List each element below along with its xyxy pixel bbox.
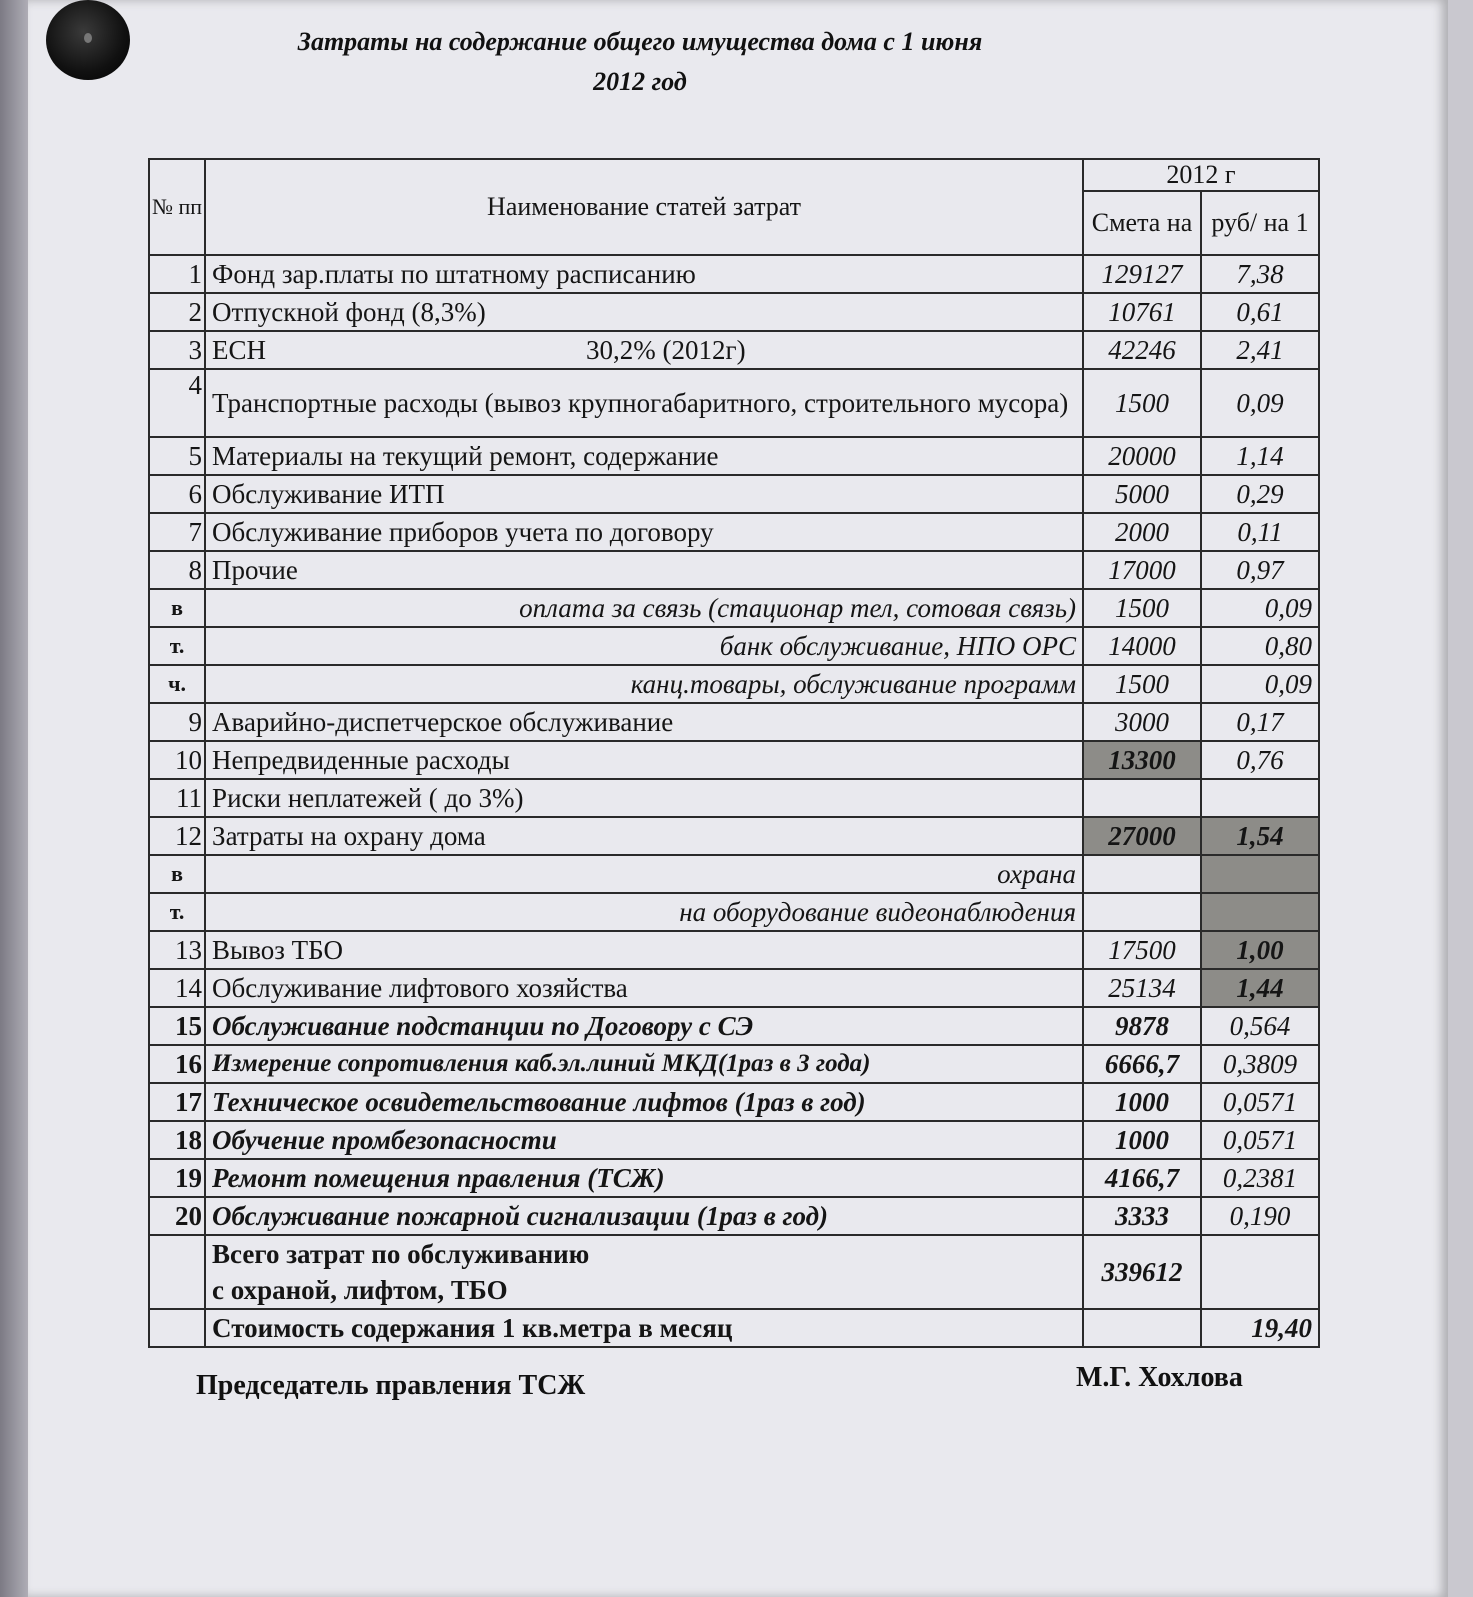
row-name: Ремонт помещения правления (ТСЖ): [205, 1159, 1083, 1197]
row-name: ЕСН 30,2% (2012г): [205, 331, 1083, 369]
row-name: Прочие: [205, 551, 1083, 589]
row-name: Аварийно-диспетчерское обслуживание: [205, 703, 1083, 741]
subrow: т. на оборудование видеонаблюдения: [149, 893, 1319, 931]
subrow: в охрана: [149, 855, 1319, 893]
table-row: 18 Обучение промбезопасности 1000 0,0571: [149, 1121, 1319, 1159]
row-name: Непредвиденные расходы: [205, 741, 1083, 779]
total-row: [149, 1235, 1319, 1309]
table-row: 20 Обслуживание пожарной сигнализации (1раз в год) 3333 0,190: [149, 1197, 1319, 1235]
row-name: Материалы на текущий ремонт, содержание: [205, 437, 1083, 475]
subrow: ч. канц.товары, обслуживание программ 1500 0,09: [149, 665, 1319, 703]
row-name: Затраты на охрану дома: [205, 817, 1083, 855]
row-name: Отпускной фонд (8,3%): [205, 293, 1083, 331]
row-name: Обслуживание пожарной сигнализации (1раз в год): [205, 1197, 1083, 1235]
cost-row: [149, 1309, 1319, 1347]
subrow: в оплата за связь (стационар тел, сотовая связь) 1500 0,09: [149, 589, 1319, 627]
row-name: Обслуживание приборов учета по договору: [205, 513, 1083, 551]
table-row: 12 Затраты на охрану дома 27000 1,54: [149, 817, 1319, 855]
table-row: 10 Непредвиденные расходы 13300 0,76: [149, 741, 1319, 779]
table-row: 16 Измерение сопротивления каб.эл.линий МКД(1раз в 3 года) 6666,7 0,3809: [149, 1045, 1319, 1083]
footer-signatory-name: М.Г. Хохлова: [1076, 1362, 1243, 1393]
footer-signatory-title: Председатель правления ТСЖ: [196, 1370, 586, 1401]
table-row: 13 Вывоз ТБО 17500 1,00: [149, 931, 1319, 969]
row-name: Измерение сопротивления каб.эл.линий МКД(1раз в 3 года): [205, 1045, 1083, 1083]
table-row: 6 Обслуживание ИТП 5000 0,29: [149, 475, 1319, 513]
row-name: Риски неплатежей ( до 3%): [205, 779, 1083, 817]
table-row: 19 Ремонт помещения правления (ТСЖ) 4166,7 0,2381: [149, 1159, 1319, 1197]
total-label: Всего затрат по обслуживанию с охраной, лифтом, ТБО: [205, 1235, 1083, 1309]
table-row: 2 Отпускной фонд (8,3%) 10761 0,61: [149, 293, 1319, 331]
table-row: 3 ЕСН 30,2% (2012г) 42246 2,41: [149, 331, 1319, 369]
row-name: Обслуживание подстанции по Договору с СЭ: [205, 1007, 1083, 1045]
cost-label: Стоимость содержания 1 кв.метра в месяц: [205, 1309, 1083, 1347]
title-line-1: Затраты на содержание общего имущества дома с 1 июня: [297, 27, 983, 56]
header-name: Наименование статей затрат: [205, 159, 1083, 255]
table-row: 14 Обслуживание лифтового хозяйства 25134 1,44: [149, 969, 1319, 1007]
cost-rate: 19,40: [1201, 1309, 1319, 1347]
row-name: Обслуживание ИТП: [205, 475, 1083, 513]
magnet-highlight: [84, 33, 92, 43]
row-name: Транспортные расходы (вывоз крупногабаритного, строительного мусора): [205, 369, 1083, 437]
subrow: т. банк обслуживание, НПО ОРС 14000 0,80: [149, 627, 1319, 665]
row-name: Обслуживание лифтового хозяйства: [205, 969, 1083, 1007]
table-row: 5 Материалы на текущий ремонт, содержание 20000 1,14: [149, 437, 1319, 475]
header-rate: руб/ на 1: [1201, 191, 1319, 255]
table-row: 17 Техническое освидетельствование лифтов (1раз в год) 1000 0,0571: [149, 1083, 1319, 1121]
header-estimate: Смета на: [1083, 191, 1201, 255]
row-name: Обучение промбезопасности: [205, 1121, 1083, 1159]
row-note: 30,2% (2012г): [586, 334, 746, 365]
header-num: № пп: [149, 159, 205, 255]
table-row: 4 Транспортные расходы (вывоз крупногабаритного, строительного мусора) 1500 0,09: [149, 369, 1319, 437]
table-row: 1 Фонд зар.платы по штатному расписанию 129127 7,38: [149, 255, 1319, 293]
row-name: Фонд зар.платы по штатному расписанию: [205, 255, 1083, 293]
row-name: Вывоз ТБО: [205, 931, 1083, 969]
table-row: 9 Аварийно-диспетчерское обслуживание 3000 0,17: [149, 703, 1319, 741]
row-name: Техническое освидетельствование лифтов (1раз в год): [205, 1083, 1083, 1121]
cost-table: [148, 158, 1320, 1348]
total-value: 339612: [1083, 1235, 1201, 1309]
header-row-1: [149, 159, 1319, 191]
title-line-2: 2012 год: [593, 67, 687, 96]
document-title: [190, 22, 1090, 102]
header-year: 2012 г: [1083, 159, 1319, 191]
table-row: 8 Прочие 17000 0,97: [149, 551, 1319, 589]
table-row: 7 Обслуживание приборов учета по договору 2000 0,11: [149, 513, 1319, 551]
table-row: 11 Риски неплатежей ( до 3%): [149, 779, 1319, 817]
table-row: 15 Обслуживание подстанции по Договору с СЭ 9878 0,564: [149, 1007, 1319, 1045]
